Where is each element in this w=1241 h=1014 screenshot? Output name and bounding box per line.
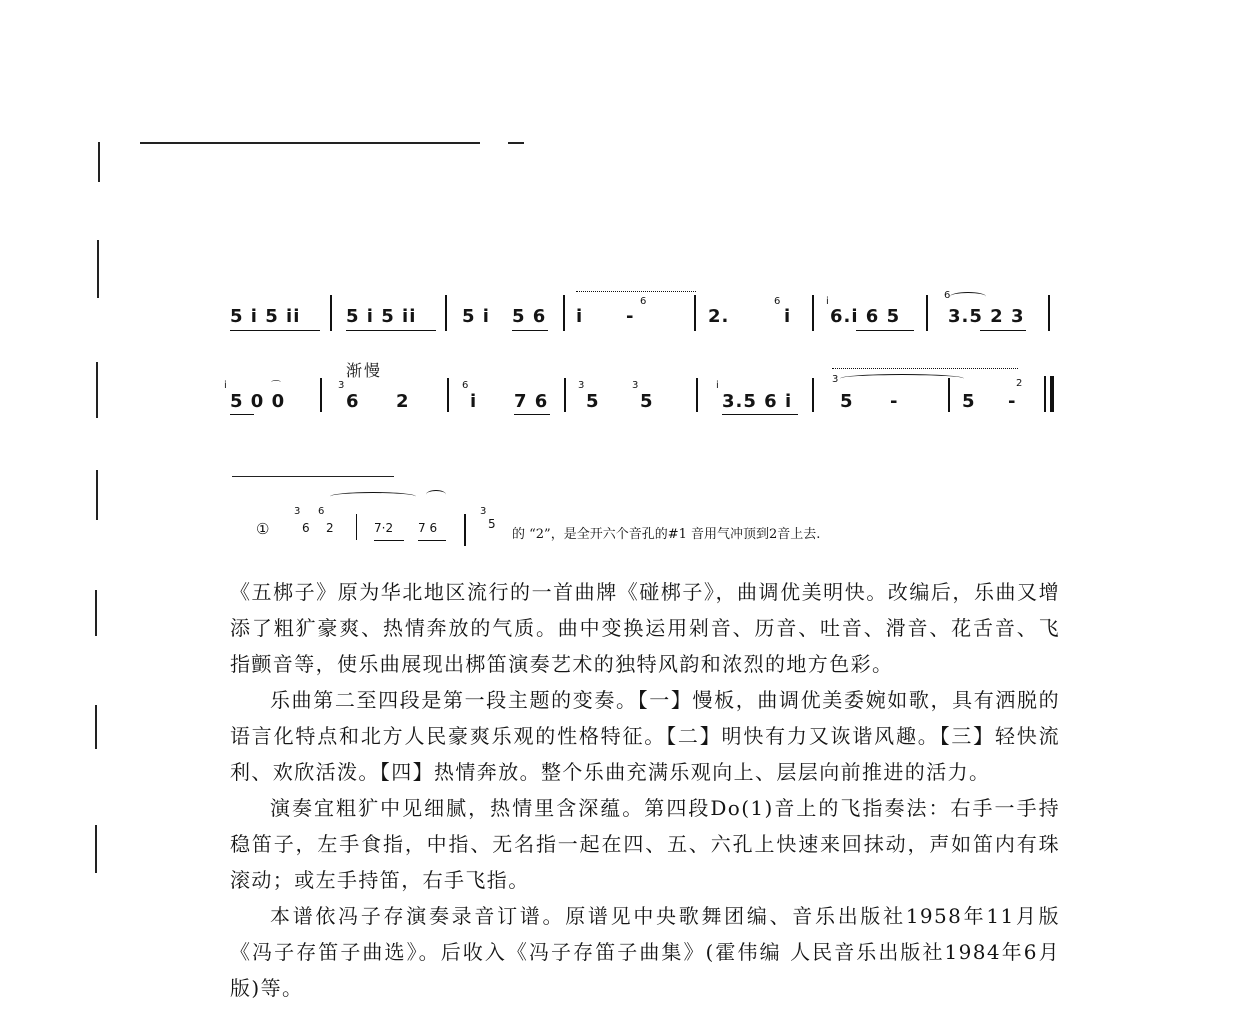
- slur: [950, 292, 986, 301]
- score-note-group: -: [890, 391, 899, 412]
- grace-note: 6: [640, 296, 647, 307]
- beam: [514, 414, 550, 415]
- scan-margin-line: [96, 362, 98, 418]
- score-note-group: 6: [346, 391, 360, 412]
- footnote-note: 7 6: [418, 521, 438, 535]
- beam: [856, 330, 914, 331]
- footnote-note: 7·2: [374, 521, 394, 535]
- score-note-group: 5: [962, 391, 976, 412]
- barline: [696, 378, 698, 412]
- grace-note: 6: [774, 296, 781, 307]
- grace-note: 3: [578, 380, 585, 391]
- score-note-group: 7 6: [514, 391, 549, 412]
- paragraph-1: 《五梆子》原为华北地区流行的一首曲牌《碰梆子》，曲调优美明快。改编后，乐曲又增添了粗犷豪爽、热情奔放的气质。曲中变换运用剁音、历音、吐音、滑音、花舌音、飞指颤音等，使乐曲展现出梆笛演奏艺术的独特风韵和浓烈的地方色彩。: [230, 580, 1060, 676]
- grace-note: 3: [338, 380, 345, 391]
- score-note-group: 6.i 6 5: [830, 306, 901, 327]
- scan-top-rule: [140, 142, 480, 144]
- beam: [230, 330, 320, 331]
- score-note-group: 2.: [708, 306, 730, 327]
- score-note-group: 3.5 2 3: [948, 306, 1025, 327]
- tempo-marking: 渐慢: [346, 361, 383, 380]
- scan-margin-line: [95, 825, 97, 873]
- barline: [445, 295, 447, 331]
- barline: [948, 378, 950, 412]
- score-note-group: -: [1008, 391, 1017, 412]
- barline: [447, 378, 449, 412]
- beam: [832, 368, 1018, 369]
- barline: [564, 378, 566, 412]
- paragraph-2: 乐曲第二至四段是第一段主题的变奏。【一】慢板，曲调优美委婉如歌，具有洒脱的语言化特点和北方人民豪爽乐观的性格特征。【二】明快有力又诙谐风趣。【三】轻快流利、欢欣活泼。【四】热情奔放。整个乐曲充满乐观向上、层层向前推进的活力。: [230, 688, 1060, 784]
- barline: [330, 295, 332, 331]
- barline: [812, 295, 814, 331]
- score-note-group: 3.5 6 i: [722, 391, 793, 412]
- slur: [840, 374, 964, 383]
- grace-note: 6: [318, 506, 325, 517]
- score-note-group: 5 i 5 ii: [230, 306, 301, 327]
- grace-note: i: [224, 380, 227, 391]
- grace-note: 6: [462, 380, 469, 391]
- beam: [512, 330, 548, 331]
- scan-top-rule: [508, 142, 524, 144]
- barline: [464, 514, 466, 546]
- grace-note: 3: [294, 506, 301, 517]
- scan-margin-line: [96, 470, 98, 520]
- score-note-group: i: [576, 306, 584, 327]
- grace-note: 3: [632, 380, 639, 391]
- final-barline-thin: [1044, 376, 1046, 412]
- barline: [320, 378, 322, 412]
- barline: [926, 295, 928, 331]
- score-note-group: 5: [586, 391, 600, 412]
- grace-note: i: [826, 296, 829, 307]
- beam: [722, 414, 798, 415]
- footnote-rule: [232, 476, 394, 477]
- score-note-group: 5: [640, 391, 654, 412]
- barline: [812, 378, 814, 412]
- score-note-group: 5 i: [462, 306, 490, 327]
- beam: [230, 414, 254, 415]
- score-note-group: 5 0 0: [230, 391, 286, 412]
- barline: [1048, 295, 1050, 331]
- footnote-note: 5: [488, 517, 496, 531]
- footnote-note: 2: [326, 521, 334, 535]
- scan-margin-line: [95, 705, 97, 749]
- footnote-note: 6: [302, 521, 310, 535]
- score-note-group: 5: [840, 391, 854, 412]
- beam: [576, 291, 696, 292]
- scan-margin-line: [97, 240, 99, 298]
- barline: [356, 514, 357, 540]
- fermata: ⌒: [271, 381, 281, 392]
- score-note-group: 5 i 5 ii: [346, 306, 417, 327]
- beam: [418, 540, 446, 541]
- barline: [563, 295, 565, 331]
- grace-note: 3: [480, 506, 487, 517]
- score-note-group: i: [784, 306, 792, 327]
- beam: [980, 330, 1026, 331]
- scan-margin-line: [95, 590, 97, 636]
- slur: [330, 492, 416, 501]
- grace-note: 6: [944, 290, 951, 301]
- grace-note: 3: [832, 374, 839, 385]
- grace-note: 2: [1016, 378, 1023, 389]
- score-note-group: i: [470, 391, 478, 412]
- beam: [374, 540, 404, 541]
- scan-margin-line: [98, 142, 100, 182]
- beam: [346, 330, 436, 331]
- footnote-marker: ①: [256, 520, 270, 538]
- barline: [694, 295, 696, 331]
- score-note-group: -: [626, 306, 635, 327]
- slur: [426, 490, 446, 499]
- grace-note: i: [716, 380, 719, 391]
- footnote-text: 的 “2”，是全开六个音孔的#1 音用气冲顶到2音上去.: [512, 527, 821, 542]
- score-note-group: 2: [396, 391, 410, 412]
- score-note-group: 5 6: [512, 306, 547, 327]
- final-barline-thick: [1050, 376, 1054, 412]
- paragraph-4: 本谱依冯子存演奏录音订谱。原谱见中央歌舞团编、音乐出版社1958年11月版《冯子存笛子曲选》。后收入《冯子存笛子曲集》(霍伟编 人民音乐出版社1984年6月版)等。: [230, 904, 1060, 1000]
- paragraph-3: 演奏宜粗犷中见细腻，热情里含深蕴。第四段Do(1)音上的飞指奏法：右手一手持稳笛子，左手食指，中指、无名指一起在四、五、六孔上快速来回抹动，声如笛内有珠滚动；或左手持笛，右手飞指。: [230, 796, 1060, 892]
